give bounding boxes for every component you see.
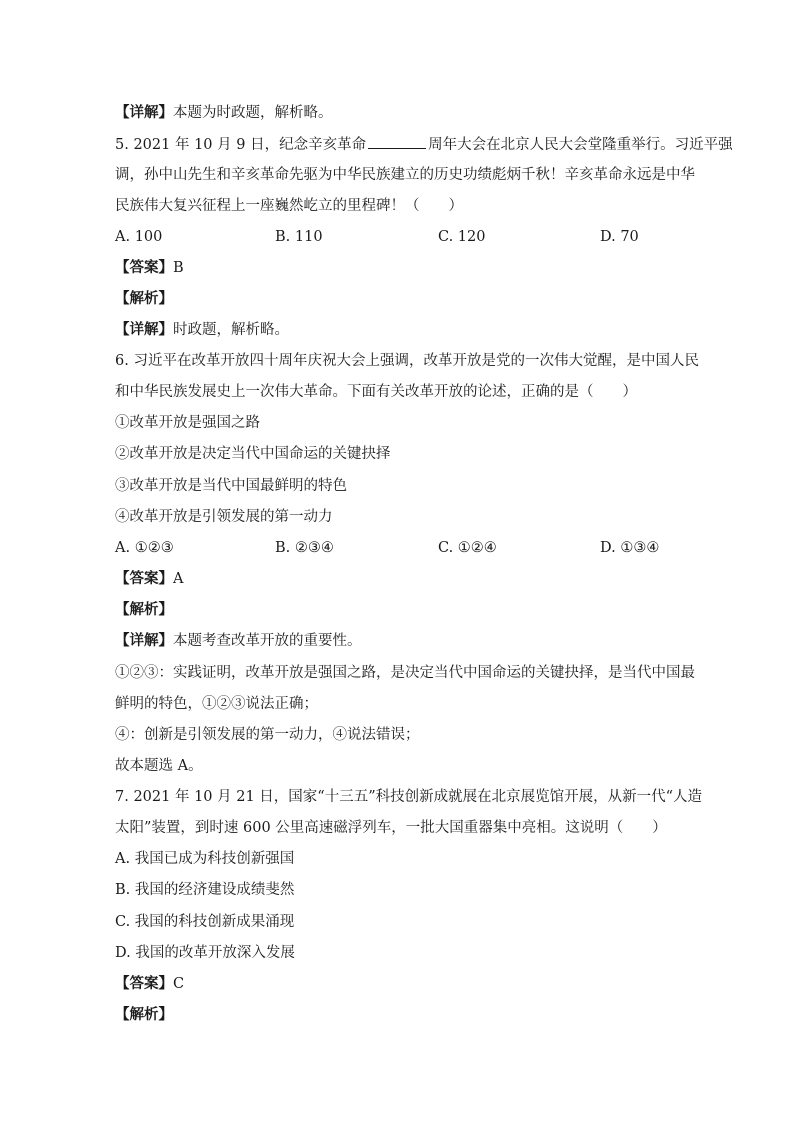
q6-stem-line2: 和中华民族发展史上一次伟大革命。下面有关改革开放的论述，正确的是（ ） [115, 384, 637, 400]
detail-label: 【详解】 [115, 321, 173, 338]
q6-option-b: B. ②③④ [275, 540, 334, 556]
q7-option-d: D. 我国的改革开放深入发展 [115, 945, 295, 961]
detail-text: 时政题，解析略。 [173, 322, 289, 338]
q5-stem-line3: 民族伟大复兴征程上一座巍然屹立的里程碑！（ ） [115, 198, 463, 214]
q5-detail-line [115, 320, 289, 340]
q7-option-a: A. 我国已成为科技创新强国 [115, 851, 295, 867]
detail-label: 【详解】 [115, 632, 173, 649]
fill-in-blank [368, 134, 426, 149]
detail-text: 本题为时政题，解析略。 [173, 105, 333, 121]
answer-label: 【答案】 [115, 570, 173, 587]
detail-text: 本题考查改革开放的重要性。 [173, 633, 362, 649]
q5-stem-line2: 调，孙中山先生和辛亥革命先驱为中华民族建立的历史功绩彪炳千秋！辛亥革命永远是中华 [115, 167, 695, 183]
q5-stem-part2: 周年大会在北京人民大会堂隆重举行。习近平强 [428, 137, 733, 153]
answer-label: 【答案】 [115, 975, 173, 992]
q6-conclusion: 故本题选 A。 [115, 758, 203, 774]
q7-option-c: C. 我国的科技创新成果涌现 [115, 914, 295, 930]
q6-statement-4: ④改革开放是引领发展的第一动力 [115, 509, 333, 525]
q6-option-a: A. ①②③ [115, 540, 174, 556]
answer-label: 【答案】 [115, 259, 173, 276]
q6-option-d: D. ①③④ [600, 540, 660, 556]
q7-option-b: B. 我国的经济建设成绩斐然 [115, 882, 295, 898]
q6-explanation-2: 鲜明的特色，①②③说法正确； [115, 696, 318, 712]
q6-explanation-1: ①②③：实践证明，改革开放是强国之路，是决定当代中国命运的关键抉择，是当代中国最 [115, 665, 695, 681]
q5-option-c: C. 120 [438, 229, 486, 245]
q5-stem-part1: 5. 2021 年 10 月 9 日，纪念辛亥革命 [115, 137, 367, 153]
q5-stem-line1 [115, 134, 733, 155]
q7-stem-line1: 7. 2021 年 10 月 21 日，国家“十三五”科技创新成就展在北京展览馆开展，从新一代“人造 [115, 789, 703, 805]
q6-explanation-3: ④：创新是引领发展的第一动力，④说法错误； [115, 727, 420, 743]
q6-stem-line1: 6. 习近平在改革开放四十周年庆祝大会上强调，改革开放是党的一次伟大觉醒，是中国人民 [115, 353, 699, 369]
answer-value: A [173, 571, 184, 587]
q5-analysis-label: 【解析】 [115, 290, 173, 307]
q6-analysis-label: 【解析】 [115, 601, 173, 618]
detail-label: 【详解】 [115, 104, 173, 121]
q6-option-c: C. ①②④ [438, 540, 497, 556]
q7-stem-line2: 太阳”装置，到时速 600 公里高速磁浮列车，一批大国重器集中亮相。这说明（ ） [115, 820, 667, 836]
q6-statement-2: ②改革开放是决定当代中国命运的关键抉择 [115, 446, 391, 462]
answer-value: B [173, 260, 184, 276]
q5-option-a: A. 100 [115, 229, 163, 245]
q6-answer-line [115, 569, 183, 589]
q4-detail-line [115, 103, 333, 123]
q5-answer-line [115, 258, 184, 278]
q5-option-b: B. 110 [275, 229, 323, 245]
q5-option-d: D. 70 [600, 229, 639, 245]
q6-statement-3: ③改革开放是当代中国最鲜明的特色 [115, 478, 347, 494]
answer-value: C [173, 976, 185, 992]
q6-statement-1: ①改革开放是强国之路 [115, 415, 260, 431]
q7-analysis-label: 【解析】 [115, 1006, 173, 1023]
q6-detail-line [115, 631, 362, 651]
q7-answer-line [115, 974, 184, 994]
